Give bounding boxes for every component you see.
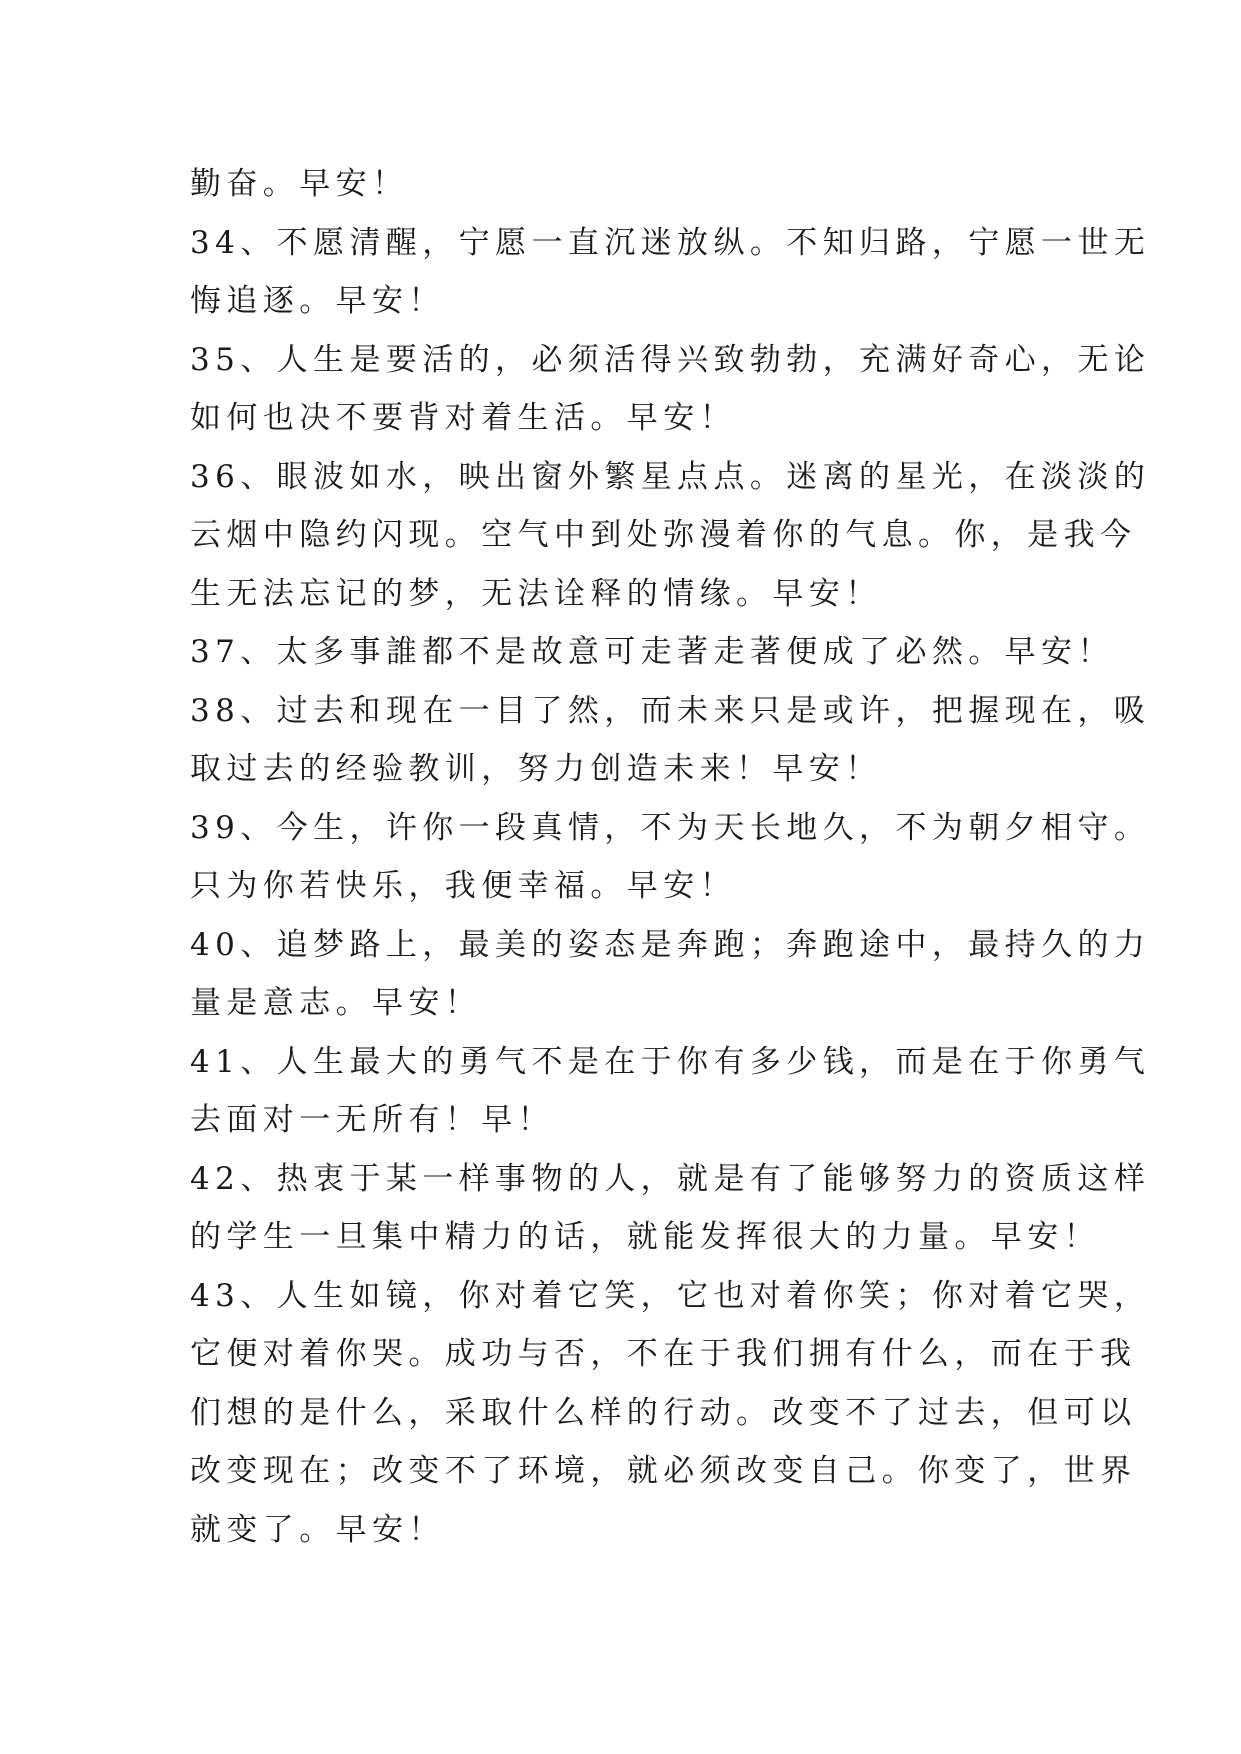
text-line: 39、今生，许你一段真情，不为天长地久，不为朝夕相守。 bbox=[190, 809, 1151, 846]
text-line: 35、人生是要活的，必须活得兴致勃勃，充满好奇心，无论 bbox=[190, 341, 1151, 378]
text-line: 们想的是什么，采取什么样的行动。改变不了过去，但可以 bbox=[190, 1394, 1137, 1431]
text-line: 38、过去和现在一目了然，而未来只是或许，把握现在，吸 bbox=[190, 692, 1151, 729]
text-line: 取过去的经验教训，努力创造未来！早安！ bbox=[190, 751, 882, 787]
text-line: 只为你若快乐，我便幸福。早安！ bbox=[190, 868, 736, 904]
text-line: 勤奋。早安！ bbox=[190, 166, 409, 202]
text-line: 的学生一旦集中精力的话，就能发挥很大的力量。早安！ bbox=[190, 1219, 1100, 1255]
text-line: 42、热衷于某一样事物的人，就是有了能够努力的资质这样 bbox=[190, 1160, 1151, 1197]
text-line: 就变了。早安！ bbox=[190, 1511, 445, 1548]
text-line: 43、人生如镜，你对着它笑，它也对着你笑；你对着它哭， bbox=[190, 1277, 1151, 1314]
text-line: 40、追梦路上，最美的姿态是奔跑；奔跑途中，最持久的力 bbox=[190, 926, 1151, 963]
text-line: 37、太多事誰都不是故意可走著走著便成了必然。早安！ bbox=[190, 634, 1114, 670]
text-line: 如何也决不要背对着生活。早安！ bbox=[190, 400, 736, 436]
text-line: 41、人生最大的勇气不是在于你有多少钱，而是在于你勇气 bbox=[190, 1043, 1151, 1080]
text-line: 生无法忘记的梦，无法诠释的情缘。早安！ bbox=[190, 575, 882, 612]
text-line: 改变现在；改变不了环境，就必须改变自己。你变了，世界 bbox=[190, 1453, 1137, 1489]
text-line: 悔追逐。早安！ bbox=[190, 283, 445, 319]
text-line: 它便对着你哭。成功与否，不在于我们拥有什么，而在于我 bbox=[190, 1336, 1137, 1372]
text-line: 34、不愿清醒，宁愿一直沉迷放纵。不知归路，宁愿一世无 bbox=[190, 224, 1151, 261]
text-line: 量是意志。早安！ bbox=[190, 985, 482, 1021]
document-body bbox=[190, 155, 1151, 1559]
text-line: 云烟中隐约闪现。空气中到处弥漫着你的气息。你，是我今 bbox=[190, 517, 1137, 553]
text-line: 去面对一无所有！早！ bbox=[190, 1102, 554, 1138]
text-line: 36、眼波如水，映出窗外繁星点点。迷离的星光，在淡淡的 bbox=[190, 458, 1151, 495]
